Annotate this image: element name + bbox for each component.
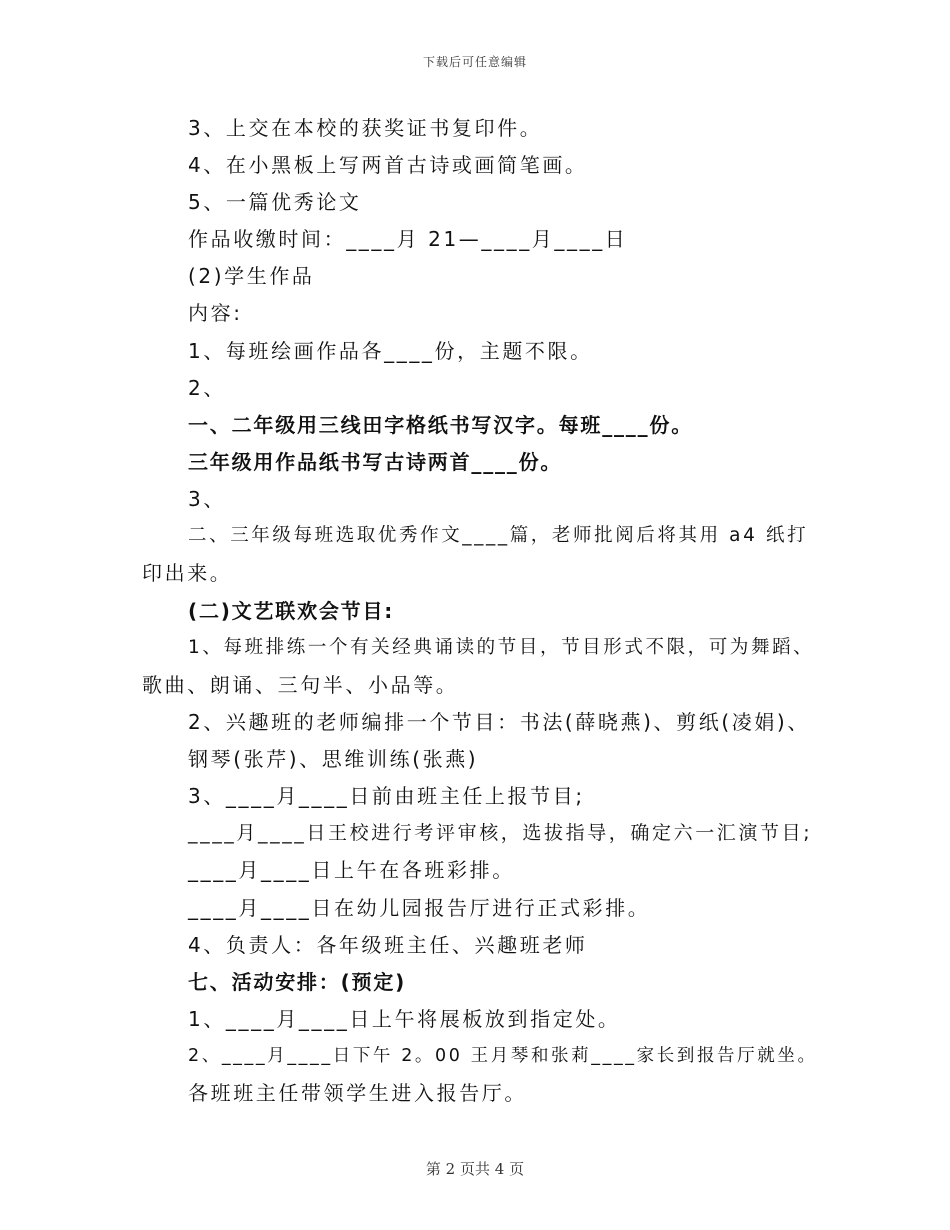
body-line: 3、	[188, 487, 226, 511]
body-line: 3、____月____日前由班主任上报节目;	[188, 784, 585, 808]
body-line: 钢琴(张芹)、思维训练(张燕)	[188, 747, 479, 771]
body-line: 一、二年级用三线田字格纸书写汉字。每班____份。	[188, 413, 693, 437]
body-line: ____月____日王校进行考评审核，选拔指导，确定六一汇演节目;	[188, 822, 813, 844]
body-line: 3、上交在本校的获奖证书复印件。	[188, 116, 543, 140]
body-line: 2、	[188, 376, 226, 400]
body-line: 1、每班排练一个有关经典诵读的节目，节目形式不限，可为舞蹈、	[188, 637, 815, 658]
body-line: 各班班主任带领学生进入报告厅。	[188, 1081, 527, 1105]
body-line: 作品收缴时间：____月 21—____月____日	[188, 227, 628, 251]
body-line: (二)文艺联欢会节目:	[188, 599, 395, 623]
body-line: 歌曲、朗诵、三句半、小品等。	[142, 673, 459, 697]
body-line: (2)学生作品	[188, 264, 315, 288]
body-line: 2、兴趣班的老师编排一个节目：书法(薛晓燕)、剪纸(凌娟)、	[188, 710, 810, 734]
body-line: 1、每班绘画作品各____份，主题不限。	[188, 339, 593, 363]
body-line: 内容:	[188, 301, 243, 325]
body-line: 5、一篇优秀论文	[188, 190, 362, 214]
page-header: 下载后可任意编辑	[422, 55, 527, 69]
body-line: 印出来。	[142, 561, 233, 585]
body-line: ____月____日上午在各班彩排。	[188, 858, 515, 882]
body-line: 二、三年级每班选取优秀作文____篇，老师批阅后将其用 a4 纸打	[188, 525, 809, 546]
body-line: 三年级用作品纸书写古诗两首____份。	[188, 450, 563, 474]
body-line: 4、在小黑板上写两首古诗或画简笔画。	[188, 153, 588, 177]
body-line: 2、____月____日下午 2。00 王月琴和张莉____家长到报告厅就坐。	[188, 1046, 818, 1066]
body-line: 4、负责人：各年级班主任、兴趣班老师	[188, 933, 588, 957]
body-line: 1、____月____日上午将展板放到指定处。	[188, 1007, 621, 1031]
body-line: ____月____日在幼儿园报告厅进行正式彩排。	[188, 896, 651, 920]
page-footer: 第 2 页共 4 页	[425, 1160, 525, 1178]
body-line: 七、活动安排：(预定)	[188, 970, 407, 994]
